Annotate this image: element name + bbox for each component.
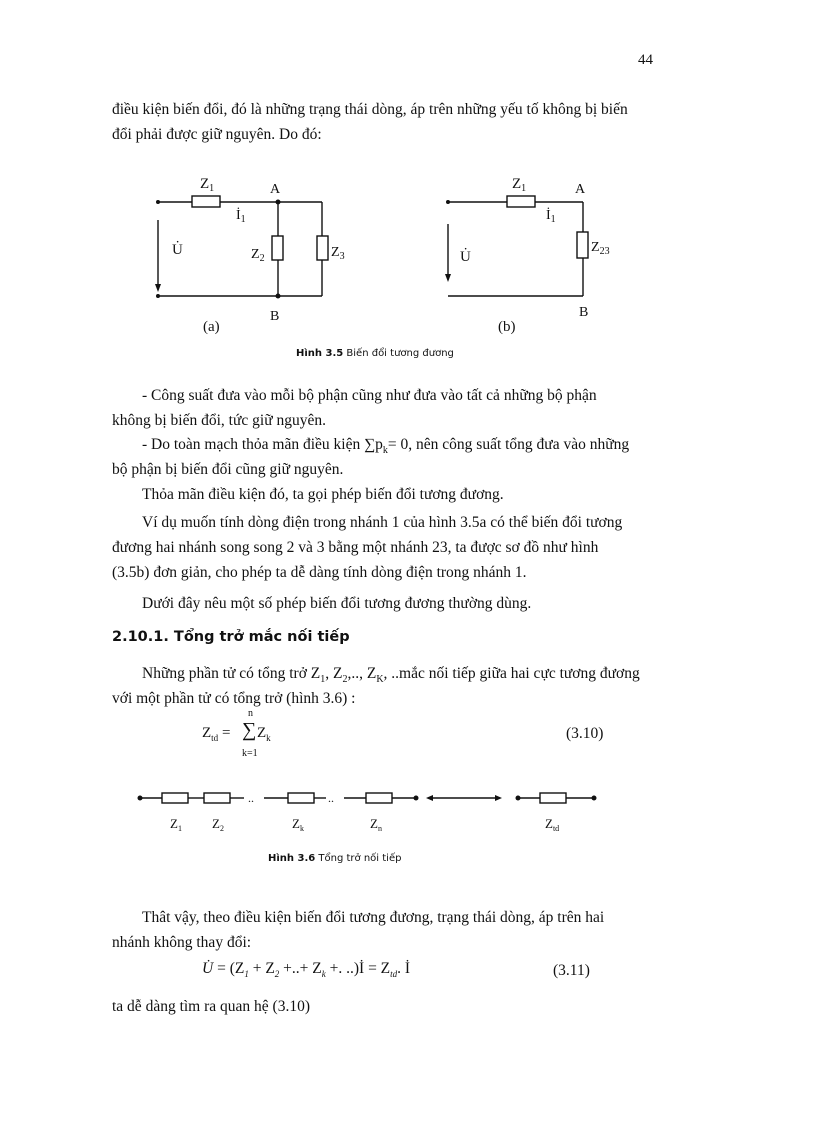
para-4-line-3: (3.5b) đơn giản, cho phép ta dễ dàng tính dòng điện trong nhánh 1. — [112, 564, 527, 581]
resistor-zk-series — [288, 793, 314, 803]
resistor-zn-series — [366, 793, 392, 803]
resistor-z23-b — [577, 232, 588, 258]
equation-3-10-number: (3.10) — [566, 725, 604, 742]
current-b: İ — [546, 208, 551, 223]
series-label-z2: Z — [212, 816, 220, 831]
para-4-line-2: đương hai nhánh song song 2 và 3 bằng một nhánh 23, ta được sơ đồ như hình — [112, 539, 599, 556]
circuit-b — [448, 196, 588, 296]
svg-text:Z3: $Z_3$ — [331, 245, 345, 262]
intro-line-2: đổi phải được giữ nguyên. Do đó: — [112, 126, 322, 143]
figure-3-6 — [130, 780, 610, 840]
proof-line-1: Thât vậy, theo điều kiện biến đổi tương đương, trạng thái dòng, áp trên hai — [142, 909, 605, 926]
resistor-z1-b — [507, 196, 535, 207]
z1-a-label: Z — [200, 176, 210, 192]
node-a-a: A — [270, 182, 281, 197]
arrow-right-icon — [495, 795, 502, 801]
figure-3-5 — [140, 168, 640, 343]
para-2-line-2: bộ phận bị biến đổi cũng giữ nguyên. — [112, 461, 344, 478]
svg-text:Z2: $Z_2$ — [251, 247, 265, 264]
para-1-line-2: không bị biến đổi, tức giữ nguyên. — [112, 412, 326, 429]
figure-3-6-caption: Hình 3.6 Tổng trở nối tiếp — [268, 853, 402, 864]
node-b-b: B — [579, 305, 589, 320]
svg-text:Z1: $Z_1$ — [200, 176, 215, 194]
svg-text:Z23: $Z_{23}$ — [591, 240, 610, 257]
z23-b-label: Z — [591, 240, 600, 255]
arrow-left-icon — [426, 795, 433, 801]
svg-text:Zn: $Z_n$ — [370, 816, 382, 833]
proof-line-2: nhánh không thay đổi: — [112, 934, 252, 951]
dots-1: .. — [248, 791, 254, 805]
figure-label-a: (a) — [203, 319, 220, 335]
current-a: İ — [236, 208, 241, 223]
resistor-ztd — [540, 793, 566, 803]
svg-text:İ1: $İ_1$ — [546, 208, 556, 225]
voltage-a: U̇ — [172, 242, 183, 258]
equation-3-11: U̇ = ($Z_1 + Z_2$ +..+ $Z_k$ +. ..)İ = $Z_{td}$. İ — [202, 960, 411, 980]
figure-3-5-caption: Hình 3.5 Biến đổi tương đương — [296, 348, 454, 359]
svg-text:Z1: $Z_1$ — [512, 176, 527, 194]
series-label-zk: Z — [292, 816, 300, 831]
svg-text:Zk: $Z_k$ — [292, 816, 304, 833]
para-2-line-1: - Do toàn mạch thỏa mãn điều kiện $\sum p_k= 0$, nên công suất tổng đưa vào những — [142, 436, 630, 457]
circuit-a — [158, 196, 328, 296]
voltage-b: U̇ — [460, 249, 471, 265]
para-1-line-1: - Công suất đưa vào mỗi bộ phận cũng như đưa vào tất cả những bộ phận — [142, 387, 597, 404]
equation-3-11-number: (3.11) — [553, 962, 590, 979]
z2-a-label: Z — [251, 247, 260, 262]
para-3: Thỏa mãn điều kiện đó, ta gọi phép biến đổi tương đương. — [142, 486, 504, 503]
resistor-z1-a — [192, 196, 220, 207]
intro-line-1: điều kiện biến đổi, đó là những trạng thái dòng, áp trên những yếu tố không bị biến — [112, 101, 628, 118]
series-line-1: Những phần tử có tổng trở $Z_1$, $Z_2$,.., $Z_K$, ..mắc nối tiếp giữa hai cực tương đương — [142, 665, 640, 686]
node-a-b: A — [575, 182, 586, 197]
svg-text:İ1: $İ_1$ — [236, 208, 246, 225]
section-heading: 2.10.1. Tổng trở mắc nối tiếp — [112, 629, 350, 645]
svg-text:Ztd: $Z_{td}$ — [545, 816, 560, 833]
figure-label-b: (b) — [498, 319, 516, 335]
svg-text:Z2: $Z_2$ — [212, 816, 224, 833]
series-label-zn: Z — [370, 816, 378, 831]
resistor-z3-a — [317, 236, 328, 260]
conclusion: ta dễ dàng tìm ra quan hệ (3.10) — [112, 998, 310, 1015]
series-line-2: với một phần tử có tổng trở (hình 3.6) : — [112, 690, 356, 707]
series-label-ztd: Z — [545, 816, 553, 831]
equation-3-10: $Z_{td}$ = n ∑ $Z_k$ k=1 — [202, 708, 271, 759]
para-4-line-1: Ví dụ muốn tính dòng điện trong nhánh 1 của hình 3.5a có thể biến đổi tương — [142, 514, 623, 531]
resistor-z2-a — [272, 236, 283, 260]
z3-a-label: Z — [331, 245, 340, 260]
svg-text:Z1: $Z_1$ — [170, 816, 182, 833]
resistor-z2-series — [204, 793, 230, 803]
dots-2: .. — [328, 791, 334, 805]
page-number: 44 — [638, 52, 653, 68]
node-b-a: B — [270, 309, 280, 324]
series-label-z1: Z — [170, 816, 178, 831]
z1-b-label: Z — [512, 176, 522, 192]
para-5: Dưới đây nêu một số phép biến đổi tương đương thường dùng. — [142, 595, 532, 612]
resistor-z1-series — [162, 793, 188, 803]
